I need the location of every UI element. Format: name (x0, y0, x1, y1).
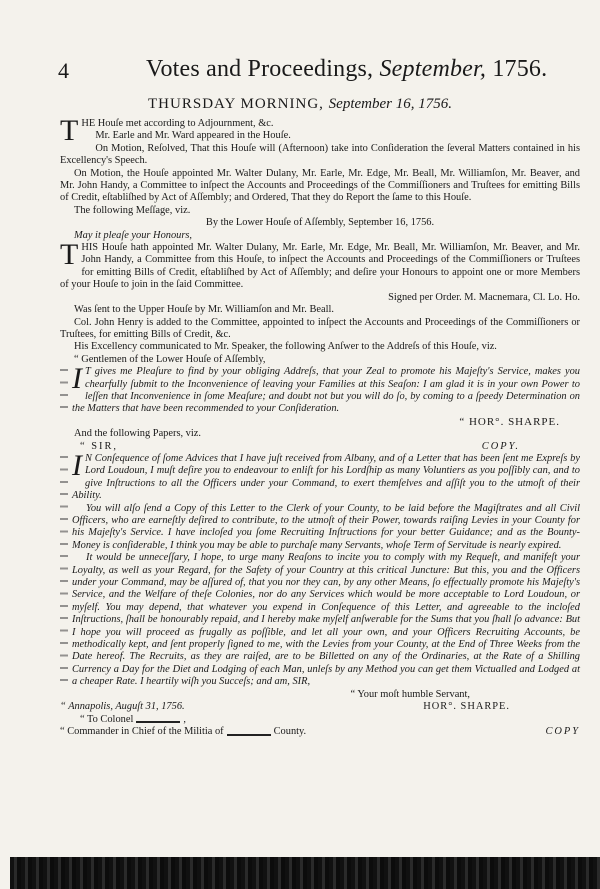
document-body (60, 114, 580, 738)
paragraph-3: On Motion, Reſolved, That this Houſe will (Afternoon) take into Conſideration the ſeveral Matters contained in his Excellency's Speech. (60, 142, 580, 167)
paragraph-4: On Motion, the Houſe appointed Mr. Walter Dulany, Mr. Earle, Mr. Edge, Mr. Beall, Mr. Williamſon, Mr. Beaver, and Mr. John Handy, a Committee to inſpect the Accounts and Proceedings of the Commiſſioners and Truſtees for emitting Bills of Credit, eſtabliſhed by Act of Aſſembly; and Ordered, That they do Report the ſame to this Houſe. (60, 167, 580, 204)
date-heading-day: THURSDAY MORNING, (148, 96, 324, 112)
signature-sharpe-1: “ HOR°. SHARPE. (459, 415, 560, 428)
address-colonel: “ To Colonel , (80, 713, 186, 725)
signed-order: Signed per Order. M. Macnemara, Cl. Lo. Ho. (388, 291, 580, 303)
drop-cap-1: T (60, 114, 79, 147)
paragraph-5: The following Meſſage, viz. (74, 204, 191, 216)
paragraph-20: It would be unneceſſary, I hope, to urge many Reaſons to incite you to comply with my Requeſt, and manifeſt your Loyalty, as well as your Regard, for the Safety of your Country at this critical Juncture: But this, you and the Officers under your Command, may be aſſured of, that you nor they can, by any other Means, ſo effectually promote his Majeſty's Service, and the Welfare of theſe Colonies, nor do any Services which would be more acceptable to Lord Loudoun, or myſelf. You may depend, that whatever you expend in Conſequence of this Letter, and agreeable to the incloſed Inſtructions, ſhall be honourably repaid, and I hereby make myſelf anſwerable for the Sums that you ſhall ſo advance: But I hope you will proceed as frugally as poſſible, and let all your own, and your Officers Recruiting Accounts, be methodically kept, and ſent properly ſigned to me, with the Levies from your County, at the End of Three Weeks from the Date hereof. The Recruits, as they are raiſed, are to be Billetted on any of the Ordinaries, at the Rate of a Shilling Currency a Day for the Diet and Lodging of each Man, unleſs by any Method you can get them Victualled and Lodged at a cheaper Rate. I heartily wiſh you Succeſs; and am, SIR, (72, 552, 580, 688)
copy-label: COPY. (481, 440, 520, 452)
address-commander (60, 726, 306, 738)
running-title (146, 56, 547, 83)
paragraph-18 (72, 448, 580, 503)
letter-head-row (60, 441, 580, 453)
running-header (58, 52, 578, 88)
message-heading: By the Lower Houſe of Aſſembly, September 16, 1756. (205, 217, 435, 229)
blank-line-1 (136, 715, 180, 723)
blank-line-2 (227, 728, 271, 736)
address-commander-row (60, 726, 580, 738)
paragraph-11: Col. John Henry is added to the Committee, appointed to inſpect the Accounts and Proceedings of the Commiſſioners or Truſtees, for emitting Bills of Credit, &c. (60, 316, 580, 340)
address-commander-text: “ Commander in Chief of the Militia of (60, 725, 224, 737)
signature-sharpe-2: HOR°. SHARPE. (423, 701, 510, 713)
answer-quote (60, 362, 580, 416)
title-month: September, (379, 56, 487, 82)
closing-servant: “ Your moſt humble Servant, (350, 688, 470, 700)
paragraph-8 (60, 238, 580, 292)
drop-cap-2: T (60, 238, 79, 272)
address-county: County. (273, 725, 307, 737)
paragraph-16: And the following Papers, viz. (74, 428, 201, 440)
drop-cap-4: I (72, 448, 82, 482)
drop-cap-3: I (72, 362, 82, 396)
paragraph-12: His Excellency communicated to Mr. Speaker, the following Anſwer to the Addreſs of this Houſe, viz. (74, 341, 497, 353)
paragraph-14-text: T gives me Pleaſure to find by your obliging Addreſs, that your Zeal to promote his Majeſty's Service, makes you chearfully ſubmit to the Inconvenience of leaving your Families at this Seaſon: I am glad it is in your own Power to leſſen that Inconvenience in ſome Meaſure; and doubt not but you will do ſo, by coming to a ſpeedy Determination on the Matters that have been recommended to your Conſideration. (72, 366, 580, 415)
salutation-gentlemen: “ Gentlemen of the Lower Houſe of Aſſembly, (74, 353, 266, 365)
letter-salutation: “ SIR, (80, 440, 118, 452)
paragraph-8-text: HIS Houſe hath appointed Mr. Walter Dulany, Mr. Earle, Mr. Edge, Mr. Beall, Mr. Williamſon, Mr. Beaver, and Mr. John Handy, a Committee from this Houſe, to inſpect the Accounts and Proceedings of the Commiſſioners or Truſtees for emitting Bills of Credit, eſtabliſhed by Act of Aſſembly; and deſire your Honours to appoint one or more Members of your Houſe to join in the ſaid Committee. (60, 242, 580, 291)
catchword-copy: COPY (545, 725, 580, 737)
title-year: 1756. (492, 56, 548, 82)
paragraph-10: Was ſent to the Upper Houſe by Mr. Williamſon and Mr. Beall. (74, 304, 335, 316)
paragraph-14 (72, 362, 580, 416)
salutation-honours: May it pleaſe your Honours, (74, 229, 193, 241)
title-main: Votes and Proceedings, (146, 56, 374, 82)
paragraph-2: Mr. Earle and Mr. Ward appeared in the Houſe. (95, 130, 291, 142)
paragraph-1-text: HE Houſe met according to Adjournment, &c. (81, 118, 274, 129)
paragraph-19: You will alſo ſend a Copy of this Letter to the Clerk of your County, to be laid before the Magiſtrates and all Civil Officers, who are earneſtly deſired to contribute, to the utmoſt of their Power, towards raiſing Levies in your County for his Majeſty's Service. I have incloſed you ſome Recruiting Inſtructions for your better Guidance; and as the Bounty-Money is conſiderable, I think you may be able to purchaſe many Servants, whoſe Term of Servitude is nearly expired. (72, 502, 580, 551)
page-number: 4 (58, 58, 69, 83)
closing-row (60, 701, 580, 713)
letter-quote (60, 448, 580, 689)
date-heading (0, 96, 600, 113)
date-heading-date: September 16, 1756. (328, 96, 452, 112)
place-date: “ Annapolis, Auguſt 31, 1756. (60, 701, 185, 713)
paragraph-18-text: N Conſequence of ſome Advices that I have juſt received from Albany, and of a Letter that has been ſent me Expreſs by Lord Loudoun, I muſt deſire you to endeavour to enliſt for his Lordſhip as many Voluntiers as you poſſibly can, and to give Inſtructions to all the Officers under your Command, to exert themſelves and aſſiſt you to the utmoſt of their Ability. (72, 452, 580, 502)
address-colonel-text: “ To Colonel (80, 713, 134, 725)
page-edge-shadow (10, 857, 600, 889)
